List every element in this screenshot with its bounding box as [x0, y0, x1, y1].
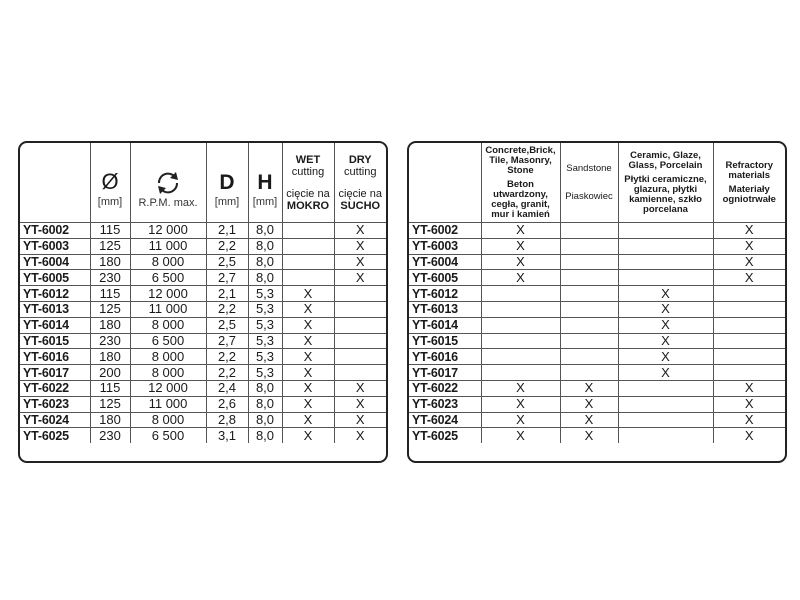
table-row: [409, 238, 785, 254]
model-cell: YT-6017: [409, 365, 481, 381]
diameter-cell: 230: [90, 333, 130, 349]
model-cell: YT-6016: [20, 349, 90, 365]
wet-header: [282, 143, 334, 223]
concrete-mark: [481, 317, 560, 333]
table-row: [409, 365, 785, 381]
h-unit: [mm]: [252, 195, 278, 208]
ceramic-mark: X: [618, 365, 713, 381]
refractory-mark: [713, 349, 785, 365]
sandstone-mark: [560, 254, 618, 270]
specs-table: [20, 143, 386, 443]
rpm-cell: 8 000: [130, 254, 206, 270]
table-row: [20, 301, 386, 317]
table-row: [20, 286, 386, 302]
diameter-cell: 180: [90, 317, 130, 333]
ceramic-mark: X: [618, 317, 713, 333]
h-cell: 5,3: [248, 286, 282, 302]
h-cell: 8,0: [248, 412, 282, 428]
ceramic-mark: [618, 396, 713, 412]
d-label: D: [219, 170, 235, 194]
dry-mark: [334, 301, 386, 317]
dry-mark: X: [334, 412, 386, 428]
d-cell: 2,2: [206, 238, 248, 254]
concrete-mark: X: [481, 428, 560, 443]
table-row: [409, 349, 785, 365]
refractory-mark: [713, 286, 785, 302]
ceramic-mark: [618, 412, 713, 428]
table-row: [409, 412, 785, 428]
d-cell: 2,4: [206, 380, 248, 396]
model-header: [20, 143, 90, 223]
diameter-header: [90, 143, 130, 223]
sandstone-mark: X: [560, 412, 618, 428]
d-cell: 3,1: [206, 428, 248, 443]
model-cell: YT-6017: [20, 365, 90, 381]
refractory-mark: [713, 333, 785, 349]
rpm-cell: 12 000: [130, 286, 206, 302]
model-header: [409, 143, 481, 223]
h-cell: 8,0: [248, 270, 282, 286]
h-cell: 5,3: [248, 349, 282, 365]
sandstone-mark: X: [560, 380, 618, 396]
specs-table-panel: [18, 141, 388, 463]
concrete-mark: [481, 301, 560, 317]
diameter-cell: 200: [90, 365, 130, 381]
concrete-mark: [481, 365, 560, 381]
table-row: [409, 270, 785, 286]
dry-mark: X: [334, 254, 386, 270]
h-cell: 5,3: [248, 301, 282, 317]
concrete-mark: X: [481, 412, 560, 428]
wet-pl-line1: cięcie na: [286, 187, 330, 200]
sandstone-mark: X: [560, 396, 618, 412]
model-cell: YT-6005: [20, 270, 90, 286]
wet-pl-line2: MOKRO: [286, 199, 330, 212]
model-cell: YT-6024: [20, 412, 90, 428]
refractory-label-pl: Materiały ogniotrwałe: [722, 183, 776, 205]
concrete-mark: [481, 333, 560, 349]
diameter-cell: 115: [90, 286, 130, 302]
sandstone-mark: [560, 270, 618, 286]
rpm-cell: 6 500: [130, 270, 206, 286]
table-row: [409, 333, 785, 349]
diameter-cell: 115: [90, 380, 130, 396]
table-row: [409, 223, 785, 239]
ceramic-mark: [618, 238, 713, 254]
ceramic-mark: X: [618, 349, 713, 365]
rotation-icon: [155, 171, 181, 195]
model-cell: YT-6002: [20, 223, 90, 239]
d-cell: 2,5: [206, 317, 248, 333]
rpm-cell: 11 000: [130, 301, 206, 317]
dry-mark: X: [334, 270, 386, 286]
d-cell: 2,6: [206, 396, 248, 412]
rpm-cell: 11 000: [130, 238, 206, 254]
table-row: [409, 380, 785, 396]
rpm-cell: 6 500: [130, 333, 206, 349]
model-cell: YT-6025: [409, 428, 481, 443]
rpm-cell: 12 000: [130, 223, 206, 239]
dry-mark: X: [334, 428, 386, 443]
table-row: [20, 223, 386, 239]
ceramic-header: [618, 143, 713, 223]
rpm-cell: 12 000: [130, 380, 206, 396]
table-row: [20, 317, 386, 333]
model-cell: YT-6015: [20, 333, 90, 349]
d-cell: 2,7: [206, 270, 248, 286]
ceramic-mark: X: [618, 286, 713, 302]
concrete-header: [481, 143, 560, 223]
model-cell: YT-6014: [20, 317, 90, 333]
h-label: H: [257, 170, 273, 194]
wet-mark: X: [282, 365, 334, 381]
refractory-mark: X: [713, 270, 785, 286]
ceramic-mark: [618, 270, 713, 286]
model-cell: YT-6005: [409, 270, 481, 286]
sandstone-mark: [560, 317, 618, 333]
model-cell: YT-6004: [409, 254, 481, 270]
refractory-mark: [713, 301, 785, 317]
ceramic-mark: [618, 254, 713, 270]
sandstone-mark: [560, 349, 618, 365]
rpm-cell: 8 000: [130, 412, 206, 428]
table-row: [20, 412, 386, 428]
diameter-cell: 230: [90, 270, 130, 286]
dry-mark: X: [334, 396, 386, 412]
model-cell: YT-6022: [409, 380, 481, 396]
concrete-mark: X: [481, 270, 560, 286]
dry-mark: [334, 365, 386, 381]
h-cell: 8,0: [248, 223, 282, 239]
h-cell: 8,0: [248, 428, 282, 443]
table-row: [20, 349, 386, 365]
wet-mark: [282, 254, 334, 270]
model-cell: YT-6015: [409, 333, 481, 349]
dry-mark: X: [334, 380, 386, 396]
table-row: [20, 380, 386, 396]
d-cell: 2,2: [206, 365, 248, 381]
model-cell: YT-6002: [409, 223, 481, 239]
d-cell: 2,1: [206, 223, 248, 239]
sandstone-mark: [560, 238, 618, 254]
dry-sub: cutting: [344, 165, 377, 178]
refractory-mark: X: [713, 412, 785, 428]
ceramic-mark: [618, 380, 713, 396]
ceramic-mark: [618, 223, 713, 239]
h-cell: 5,3: [248, 365, 282, 381]
concrete-mark: X: [481, 238, 560, 254]
d-cell: 2,7: [206, 333, 248, 349]
model-cell: YT-6003: [409, 238, 481, 254]
table-row: [20, 238, 386, 254]
model-cell: YT-6024: [409, 412, 481, 428]
table-row: [20, 428, 386, 443]
refractory-mark: X: [713, 254, 785, 270]
table-row: [20, 365, 386, 381]
d-cell: 2,5: [206, 254, 248, 270]
table-row: [20, 333, 386, 349]
wet-mark: X: [282, 317, 334, 333]
table-row: [20, 396, 386, 412]
sandstone-mark: [560, 333, 618, 349]
h-cell: 5,3: [248, 333, 282, 349]
table-row: [20, 254, 386, 270]
wet-mark: X: [282, 428, 334, 443]
wet-mark: X: [282, 333, 334, 349]
rpm-unit: R.P.M. max.: [138, 196, 198, 209]
model-cell: YT-6012: [20, 286, 90, 302]
model-cell: YT-6023: [20, 396, 90, 412]
dry-header: [334, 143, 386, 223]
diameter-cell: 180: [90, 349, 130, 365]
wet-mark: [282, 270, 334, 286]
dry-mark: [334, 286, 386, 302]
concrete-mark: [481, 349, 560, 365]
dry-mark: [334, 333, 386, 349]
sandstone-header: [560, 143, 618, 223]
table-row: [409, 254, 785, 270]
diameter-symbol: Ø: [101, 168, 119, 194]
rpm-cell: 8 000: [130, 349, 206, 365]
h-cell: 8,0: [248, 396, 282, 412]
d-cell: 2,2: [206, 349, 248, 365]
dry-mark: X: [334, 223, 386, 239]
h-cell: 5,3: [248, 317, 282, 333]
sandstone-mark: [560, 286, 618, 302]
wet-mark: X: [282, 396, 334, 412]
rpm-cell: 8 000: [130, 317, 206, 333]
refractory-mark: X: [713, 428, 785, 443]
rpm-header: [130, 143, 206, 223]
concrete-mark: [481, 286, 560, 302]
model-cell: YT-6003: [20, 238, 90, 254]
h-cell: 8,0: [248, 254, 282, 270]
dry-mark: [334, 349, 386, 365]
concrete-label-pl: Beton utwardzony, cegła, granit, mur i kamień: [491, 178, 550, 220]
concrete-mark: X: [481, 223, 560, 239]
dry-pl-line2: SUCHO: [340, 199, 381, 212]
concrete-mark: X: [481, 380, 560, 396]
sandstone-mark: [560, 301, 618, 317]
model-cell: YT-6012: [409, 286, 481, 302]
table-row: [409, 428, 785, 443]
dry-mark: X: [334, 238, 386, 254]
diameter-unit: [mm]: [97, 195, 123, 208]
model-cell: YT-6022: [20, 380, 90, 396]
ceramic-mark: X: [618, 333, 713, 349]
concrete-mark: X: [481, 396, 560, 412]
concrete-label-en: Concrete,Brick, Tile, Masonry, Stone: [485, 144, 556, 176]
refractory-label-en: Refractory materials: [725, 159, 774, 181]
refractory-header: [713, 143, 785, 223]
table-row: [409, 396, 785, 412]
wet-title: WET: [295, 153, 321, 166]
wet-mark: [282, 238, 334, 254]
wet-mark: X: [282, 380, 334, 396]
diameter-cell: 180: [90, 412, 130, 428]
wet-sub: cutting: [291, 165, 325, 178]
model-cell: YT-6013: [409, 301, 481, 317]
ceramic-label-en: Ceramic, Glaze, Glass, Porcelain: [628, 149, 703, 171]
d-cell: 2,8: [206, 412, 248, 428]
wet-mark: X: [282, 301, 334, 317]
refractory-mark: [713, 317, 785, 333]
sandstone-mark: [560, 223, 618, 239]
rpm-cell: 11 000: [130, 396, 206, 412]
refractory-mark: [713, 365, 785, 381]
model-cell: YT-6025: [20, 428, 90, 443]
rpm-cell: 8 000: [130, 365, 206, 381]
model-cell: YT-6004: [20, 254, 90, 270]
wet-mark: X: [282, 412, 334, 428]
diameter-cell: 180: [90, 254, 130, 270]
wet-mark: [282, 223, 334, 239]
h-header: [248, 143, 282, 223]
materials-header-row: [409, 143, 785, 223]
d-header: [206, 143, 248, 223]
table-row: [20, 270, 386, 286]
diameter-cell: 125: [90, 301, 130, 317]
ceramic-mark: X: [618, 301, 713, 317]
table-row: [409, 301, 785, 317]
table-row: [409, 286, 785, 302]
d-unit: [mm]: [214, 195, 240, 208]
model-cell: YT-6014: [409, 317, 481, 333]
diameter-cell: 230: [90, 428, 130, 443]
d-cell: 2,1: [206, 286, 248, 302]
refractory-mark: X: [713, 238, 785, 254]
table-row: [409, 317, 785, 333]
d-cell: 2,2: [206, 301, 248, 317]
h-cell: 8,0: [248, 238, 282, 254]
sandstone-label-en: Sandstone: [566, 162, 612, 174]
diameter-cell: 125: [90, 238, 130, 254]
model-cell: YT-6023: [409, 396, 481, 412]
model-cell: YT-6013: [20, 301, 90, 317]
ceramic-label-pl: Płytki ceramiczne, glazura, płytki kamienne, szkło porcelana: [624, 173, 707, 215]
specs-header-row: [20, 143, 386, 223]
diameter-cell: 115: [90, 223, 130, 239]
dry-title: DRY: [348, 153, 372, 166]
diameter-cell: 125: [90, 396, 130, 412]
materials-table-panel: [407, 141, 787, 463]
sandstone-mark: X: [560, 428, 618, 443]
wet-mark: X: [282, 349, 334, 365]
sandstone-mark: [560, 365, 618, 381]
refractory-mark: X: [713, 223, 785, 239]
dry-mark: [334, 317, 386, 333]
refractory-mark: X: [713, 396, 785, 412]
refractory-mark: X: [713, 380, 785, 396]
dry-pl-line1: cięcie na: [338, 187, 382, 200]
wet-mark: X: [282, 286, 334, 302]
materials-table: [409, 143, 785, 443]
h-cell: 8,0: [248, 380, 282, 396]
model-cell: YT-6016: [409, 349, 481, 365]
concrete-mark: X: [481, 254, 560, 270]
ceramic-mark: [618, 428, 713, 443]
rpm-cell: 6 500: [130, 428, 206, 443]
sandstone-label-pl: Piaskowiec: [565, 190, 613, 202]
